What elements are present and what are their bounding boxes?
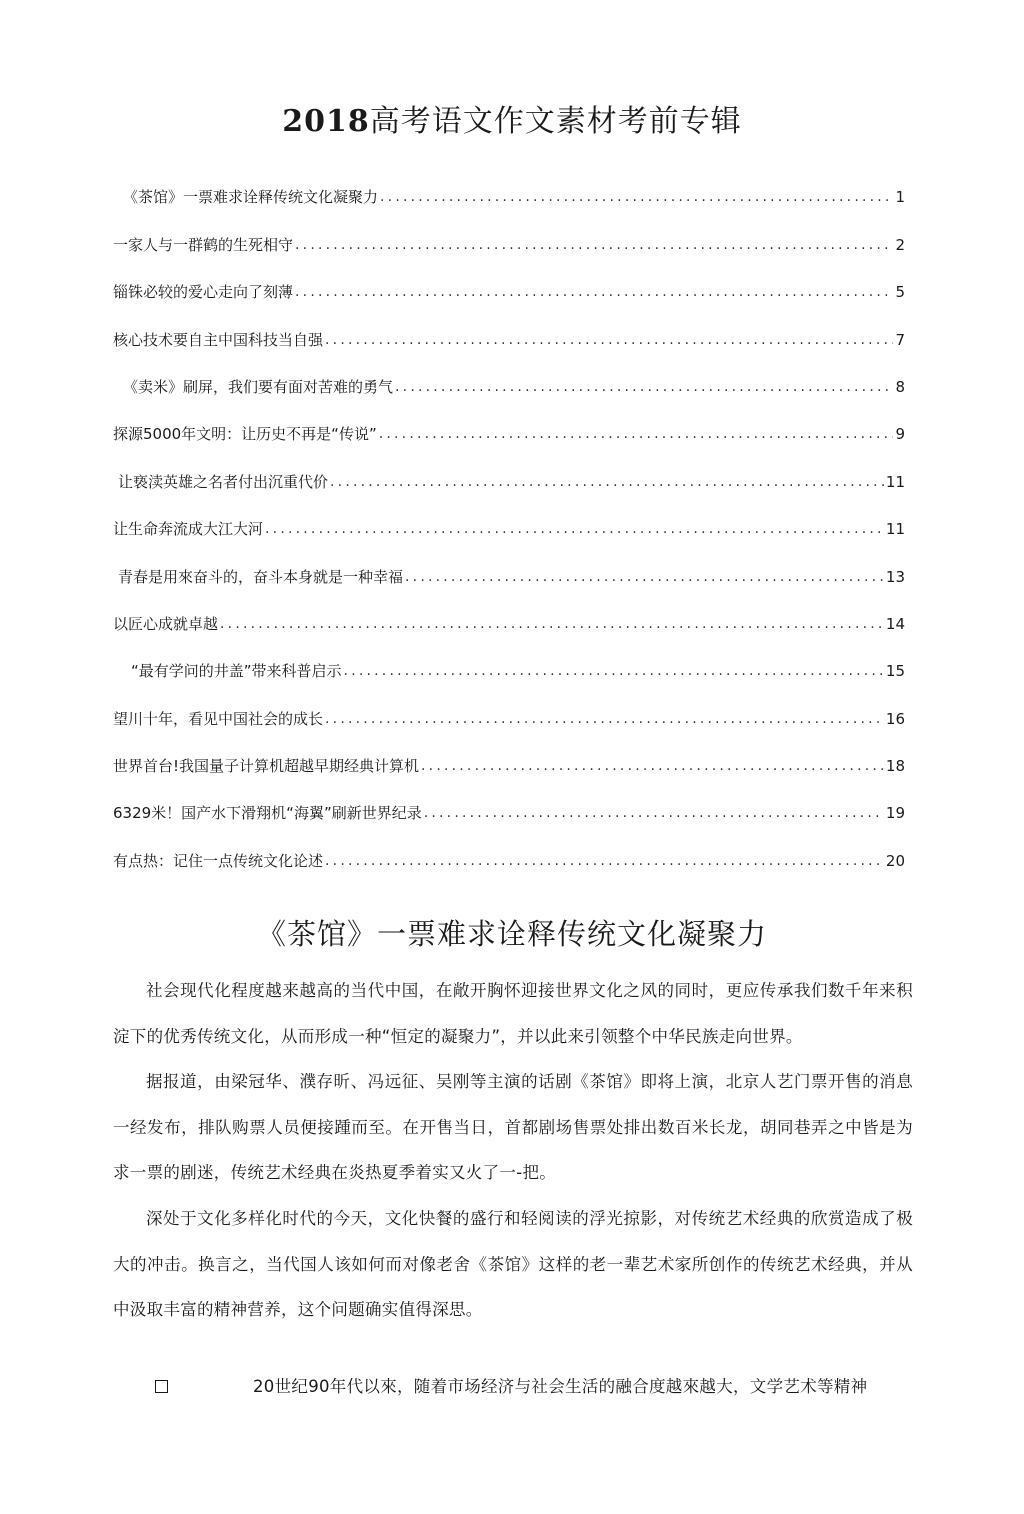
- toc-entry-title: 有点热：记住一点传统文化论述: [113, 851, 324, 870]
- toc-entry-title: “最有学问的井盖”带来科普启示: [131, 662, 342, 681]
- toc-entry-page: 11: [885, 472, 905, 491]
- toc-entry[interactable]: [113, 255, 905, 302]
- toc-entry-page: 14: [885, 614, 905, 633]
- toc-leader-dots: [380, 187, 893, 207]
- toc-entry-title: 《卖米》刷屏，我们要有面对苦难的勇气: [123, 377, 394, 396]
- section-body: [113, 968, 913, 1333]
- toc-entry-title: 以匠心成就卓越: [113, 614, 219, 633]
- toc-entry-title: 锱铢必较的爱心走向了刻薄: [113, 283, 294, 302]
- toc-leader-dots: [265, 519, 884, 539]
- toc-entry[interactable]: [113, 776, 905, 823]
- toc-entry-title: 世界首台!我国量子计算机超越早期经典计算机: [113, 757, 420, 776]
- toc-leader-dots: [379, 424, 894, 444]
- toc-entry-page: 2: [895, 235, 905, 254]
- body-paragraph: 据报道，由梁冠华、濮存昕、冯远征、吴刚等主演的话剧《茶馆》即将上演，北京人艺门票开售的消息一经发布，排队购票人员便接踵而至。在开售当日，首都剧场售票处排出数百米长龙，胡同巷弄之中皆是为求一票的剧迷，传统艺术经典在炎热夏季着实又火了一-把。: [113, 1072, 913, 1183]
- toc-entry-page: 19: [885, 804, 905, 823]
- toc-leader-dots: [325, 851, 884, 871]
- toc-entry[interactable]: [113, 492, 905, 539]
- toc-entry[interactable]: [113, 729, 905, 776]
- toc-entry[interactable]: [113, 207, 905, 254]
- continued-paragraph: [113, 1372, 913, 1402]
- toc-leader-dots: [325, 709, 884, 729]
- toc-leader-dots: [395, 377, 893, 397]
- toc-entry-page: 1: [895, 188, 905, 207]
- toc-entry-page: 5: [895, 283, 905, 302]
- title-text: 高考语文作文素材考前专辑: [369, 104, 742, 139]
- toc-entry[interactable]: [113, 823, 905, 870]
- toc-leader-dots: [295, 235, 893, 255]
- toc-leader-dots: [220, 614, 884, 634]
- toc-entry[interactable]: [113, 681, 905, 728]
- toc-entry[interactable]: [113, 302, 905, 349]
- toc-entry-title: 核心技术要自主中国科技当自强: [113, 330, 324, 349]
- title-year: 2018: [282, 104, 370, 139]
- toc-entry[interactable]: [113, 397, 905, 444]
- toc-entry[interactable]: [113, 444, 905, 491]
- body-paragraph: 深处于文化多样化时代的今天，文化快餐的盛行和轻阅读的浮光掠影，对传统艺术经典的欣赏造成了极大的冲击。换言之，当代国人该如何而对像老舍《茶馆》这样的老一辈艺术家所创作的传统艺术经典，并从中汲取丰富的精神营养，这个问题确实值得深思。: [113, 1208, 913, 1320]
- toc-entry-title: 望川十年，看见中国社会的成长: [113, 709, 324, 728]
- toc-entry-page: 8: [895, 377, 905, 396]
- toc-entry-page: 7: [895, 330, 905, 349]
- toc-entry-page: 9: [895, 425, 905, 444]
- toc-leader-dots: [330, 472, 884, 492]
- checkbox-icon: [155, 1380, 168, 1393]
- toc-entry-page: 11: [885, 520, 905, 539]
- toc-entry-title: 一家人与一群鹤的生死相守: [113, 235, 294, 254]
- toc-entry-page: 15: [885, 662, 905, 681]
- document-title: [0, 96, 1024, 140]
- toc-entry-title: 让亵渎英雄之名者付出沉重代价: [118, 472, 329, 491]
- toc-entry-title: 探源5000年文明：让历史不再是“传说”: [113, 425, 377, 444]
- table-of-contents: [113, 160, 905, 871]
- toc-entry-page: 16: [885, 709, 905, 728]
- toc-leader-dots: [344, 661, 884, 681]
- toc-leader-dots: [295, 282, 893, 302]
- toc-entry-title: 青春是用來奋斗的，奋斗本身就是一种幸福: [118, 567, 404, 586]
- section-title: 《茶馆》一票难求诠释传统文化凝聚力: [256, 917, 767, 951]
- toc-entry-title: 让生命奔流成大江大河: [113, 520, 264, 539]
- toc-leader-dots: [405, 567, 884, 587]
- toc-entry[interactable]: [113, 539, 905, 586]
- toc-entry-page: 18: [885, 757, 905, 776]
- toc-leader-dots: [421, 756, 884, 776]
- toc-entry[interactable]: [113, 160, 905, 207]
- body-paragraph: 社会现代化程度越来越高的当代中国，在敞开胸怀迎接世界文化之风的同时，更应传承我们数千年来积淀下的优秀传统文化，从而形成一种“恒定的凝聚力”，并以此来引领整个中华民族走向世界。: [113, 981, 913, 1046]
- toc-entry[interactable]: [113, 587, 905, 634]
- toc-entry-title: 6329米！国产水下滑翔机“海翼”刷新世界纪录: [113, 804, 422, 823]
- toc-leader-dots: [424, 803, 884, 823]
- toc-entry[interactable]: [113, 634, 905, 681]
- toc-entry-title: 《茶馆》一票难求诠释传统文化凝聚力: [123, 188, 379, 207]
- toc-entry-page: 20: [885, 851, 905, 870]
- toc-entry-page: 13: [885, 567, 905, 586]
- toc-leader-dots: [325, 330, 893, 350]
- continued-paragraph-text: 20世纪90年代以來，随着市场经济与社会生活的融合度越來越大，文学艺术等精神: [253, 1377, 868, 1396]
- toc-entry[interactable]: [113, 350, 905, 397]
